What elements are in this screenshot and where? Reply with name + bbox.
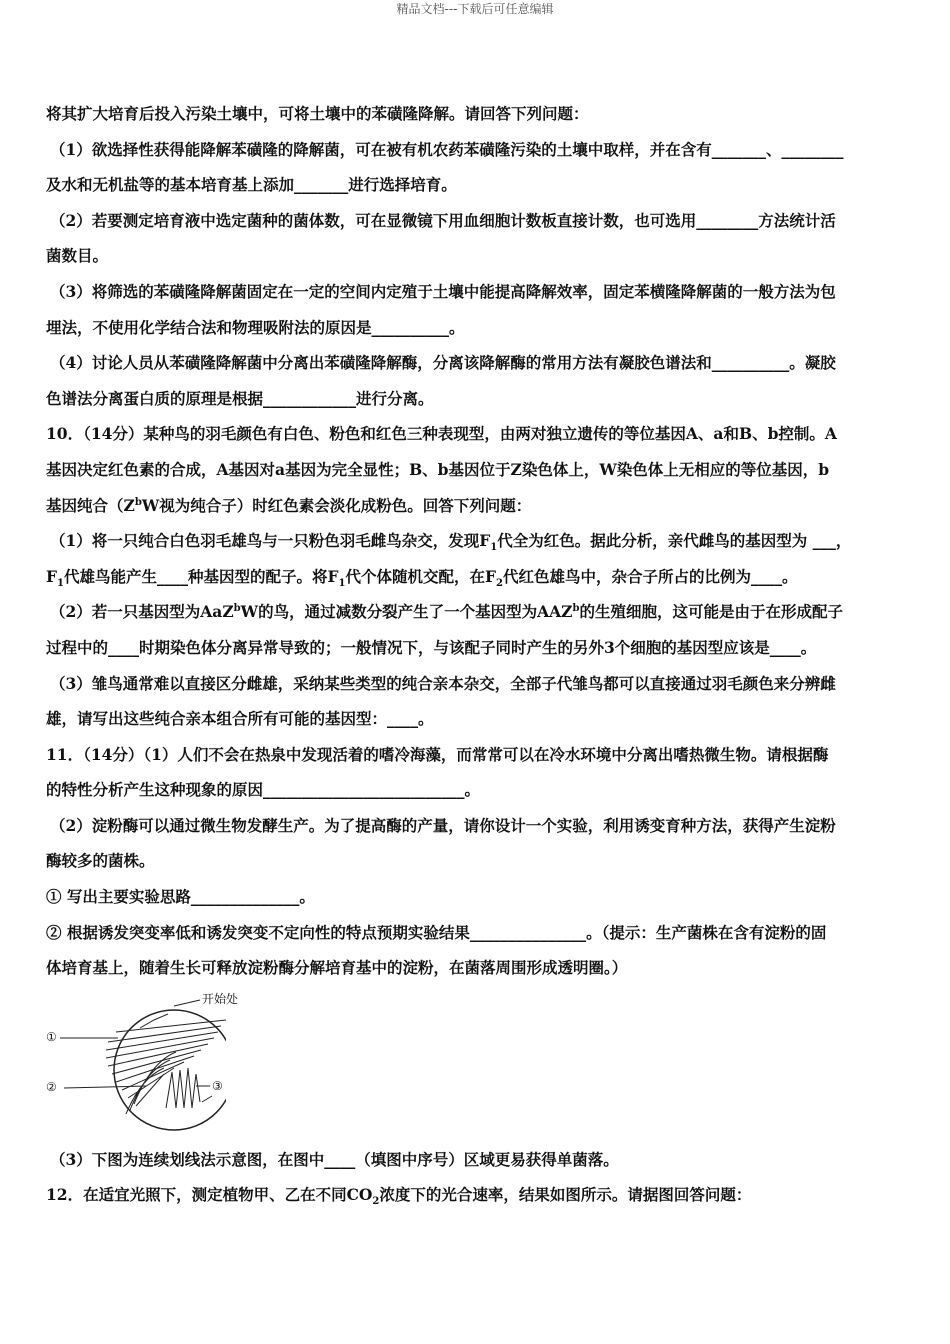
page-header: 精品文档---下载后可任意编辑 (396, 2, 554, 16)
text-line: 色谱法分离蛋白质的原理是根据____________进行分离。 (46, 388, 434, 408)
streak-lines (106, 1014, 226, 1114)
subscript: 1 (57, 577, 64, 589)
text-span: 12．在适宜光照下，测定植物甲、乙在不同CO (46, 1185, 373, 1205)
question-10-line: 10．（14分）某种鸟的羽毛颜色有白色、粉色和红色三种表现型，由两对独立遗传的等位基因A、a和B、b控制。A (46, 424, 837, 444)
text-span: W视为纯合子）时红色素会淡化成粉色。回答下列问题： (141, 495, 532, 515)
question-12-line (46, 1177, 906, 1213)
text-line: （4）讨论人员从苯磺隆降解菌中分离出苯磺隆降解酶，分离该降解酶的常用方法有凝胶色谱法和__________。凝胶 (50, 353, 836, 373)
text-span: W的鸟，通过减数分裂产生了一个基因型为AAZ (240, 602, 573, 622)
text-span: 代个体随机交配，在F (345, 566, 496, 586)
text-line: 将其扩大培育后投入污染土壤中，可将土壤中的苯磺隆降解。请回答下列问题： (46, 104, 589, 123)
text-line: 过程中的____时期染色体分离异常导致的；一般情况下，与该配子同时产生的另外3个细胞的基因型应该是____。 (46, 637, 817, 657)
text-span: 的生殖细胞，这可能是由于在形成配子 (579, 602, 843, 622)
text-line: 及水和无机盐等的基本培育基上添加_______进行选择培育。 (46, 175, 457, 195)
region-1-label: ① (46, 1029, 57, 1044)
text-span: 代雄鸟能产生____种基因型的配子。将F (63, 566, 339, 586)
region-2-pointer (64, 1086, 146, 1088)
text-line: （3）下图为连续划线法示意图，在图中____（填图中序号）区域更易获得单菌落。 (50, 1149, 619, 1169)
text-span: （2）若一只基因型为AaZ (50, 602, 234, 622)
streak-plate-figure (46, 992, 906, 1138)
text-line (46, 559, 906, 595)
text-line (46, 594, 906, 630)
text-line: 菌数目。 (46, 246, 109, 266)
text-span: F (46, 566, 58, 586)
text-line: 的特性分析产生这种现象的原因__________________________。 (46, 780, 481, 800)
text-line: （2）淀粉酶可以通过微生物发酵生产。为了提高酶的产量，请你设计一个实验，利用诱变育种方法，获得产生淀粉 (50, 815, 836, 835)
start-pointer (174, 1000, 200, 1006)
text-span: 代红色雄鸟中，杂合子所占的比例为____。 (502, 566, 798, 586)
text-line: 埋法，不使用化学结合法和物理吸附法的原因是__________。 (46, 317, 465, 337)
superscript: b (233, 603, 241, 615)
text-span: （1）将一只纯合白色羽毛雄鸟与一只粉色羽毛雌鸟杂交，发现F (50, 531, 491, 551)
text-line: 体培育基上，随着生长可释放淀粉酶分解培育基中的淀粉，在菌落周围形成透明圈。） (46, 958, 628, 978)
text-line: （3）将筛选的苯磺隆降解菌固定在一定的空间内定殖于土壤中能提高降解效率，固定苯横隆降解菌的一般方法为包 (50, 281, 836, 301)
subscript: 2 (495, 577, 503, 589)
document-body (46, 96, 906, 1213)
streak-plate-diagram (46, 992, 226, 1138)
text-span: 代全为红色。据此分析，亲代雌鸟的基因型为 ___， (497, 531, 852, 551)
text-line: ② 根据诱发突变率低和诱发突变不定向性的特点预期实验结果_______________。（提示：生产菌株在含有淀粉的固 (46, 922, 827, 942)
text-line: 雄，请写出这些纯合亲本组合所有可能的基因型：____。 (46, 709, 434, 729)
start-label: 开始处 (202, 991, 239, 1006)
text-line (46, 523, 906, 559)
subscript: 1 (338, 577, 346, 589)
subscript: 1 (490, 542, 498, 554)
text-line: （1）欲选择性获得能降解苯磺隆的降解菌，可在被有机农药苯磺隆污染的土壤中取样，并在含有_______、________ (50, 139, 844, 159)
text-line: ① 写出主要实验思路______________。 (46, 887, 315, 907)
text-line (46, 488, 906, 524)
text-line: 基因决定红色素的合成，A基因对a基因为完全显性；B、b基因位于Z染色体上，W染色体上无相应的等位基因，b (46, 459, 830, 479)
region-2-label: ② (46, 1079, 57, 1094)
region-3-label: ③ (212, 1078, 223, 1093)
text-line: 酶较多的菌株。 (46, 851, 155, 871)
text-span: 浓度下的光合速率，结果如图所示。请据图回答问题： (379, 1185, 752, 1205)
text-line: （3）雏鸟通常难以直接区分雌雄，采纳某些类型的纯合亲本杂交，全部子代雏鸟都可以直接通过羽毛颜色来分辨雌 (50, 673, 836, 693)
subscript: 2 (372, 1196, 380, 1208)
question-11-line: 11．（14分）（1）人们不会在热泉中发现活着的嗜冷海藻，而常常可以在冷水环境中分离出嗜热微生物。请根据酶 (46, 744, 829, 764)
text-span: 基因纯合（Z (46, 495, 135, 515)
superscript: b (572, 603, 580, 615)
superscript: b (134, 496, 142, 508)
text-line: （2）若要测定培育液中选定菌种的菌体数，可在显微镜下用血细胞计数板直接计数，也可选用________方法统计活 (50, 210, 836, 230)
